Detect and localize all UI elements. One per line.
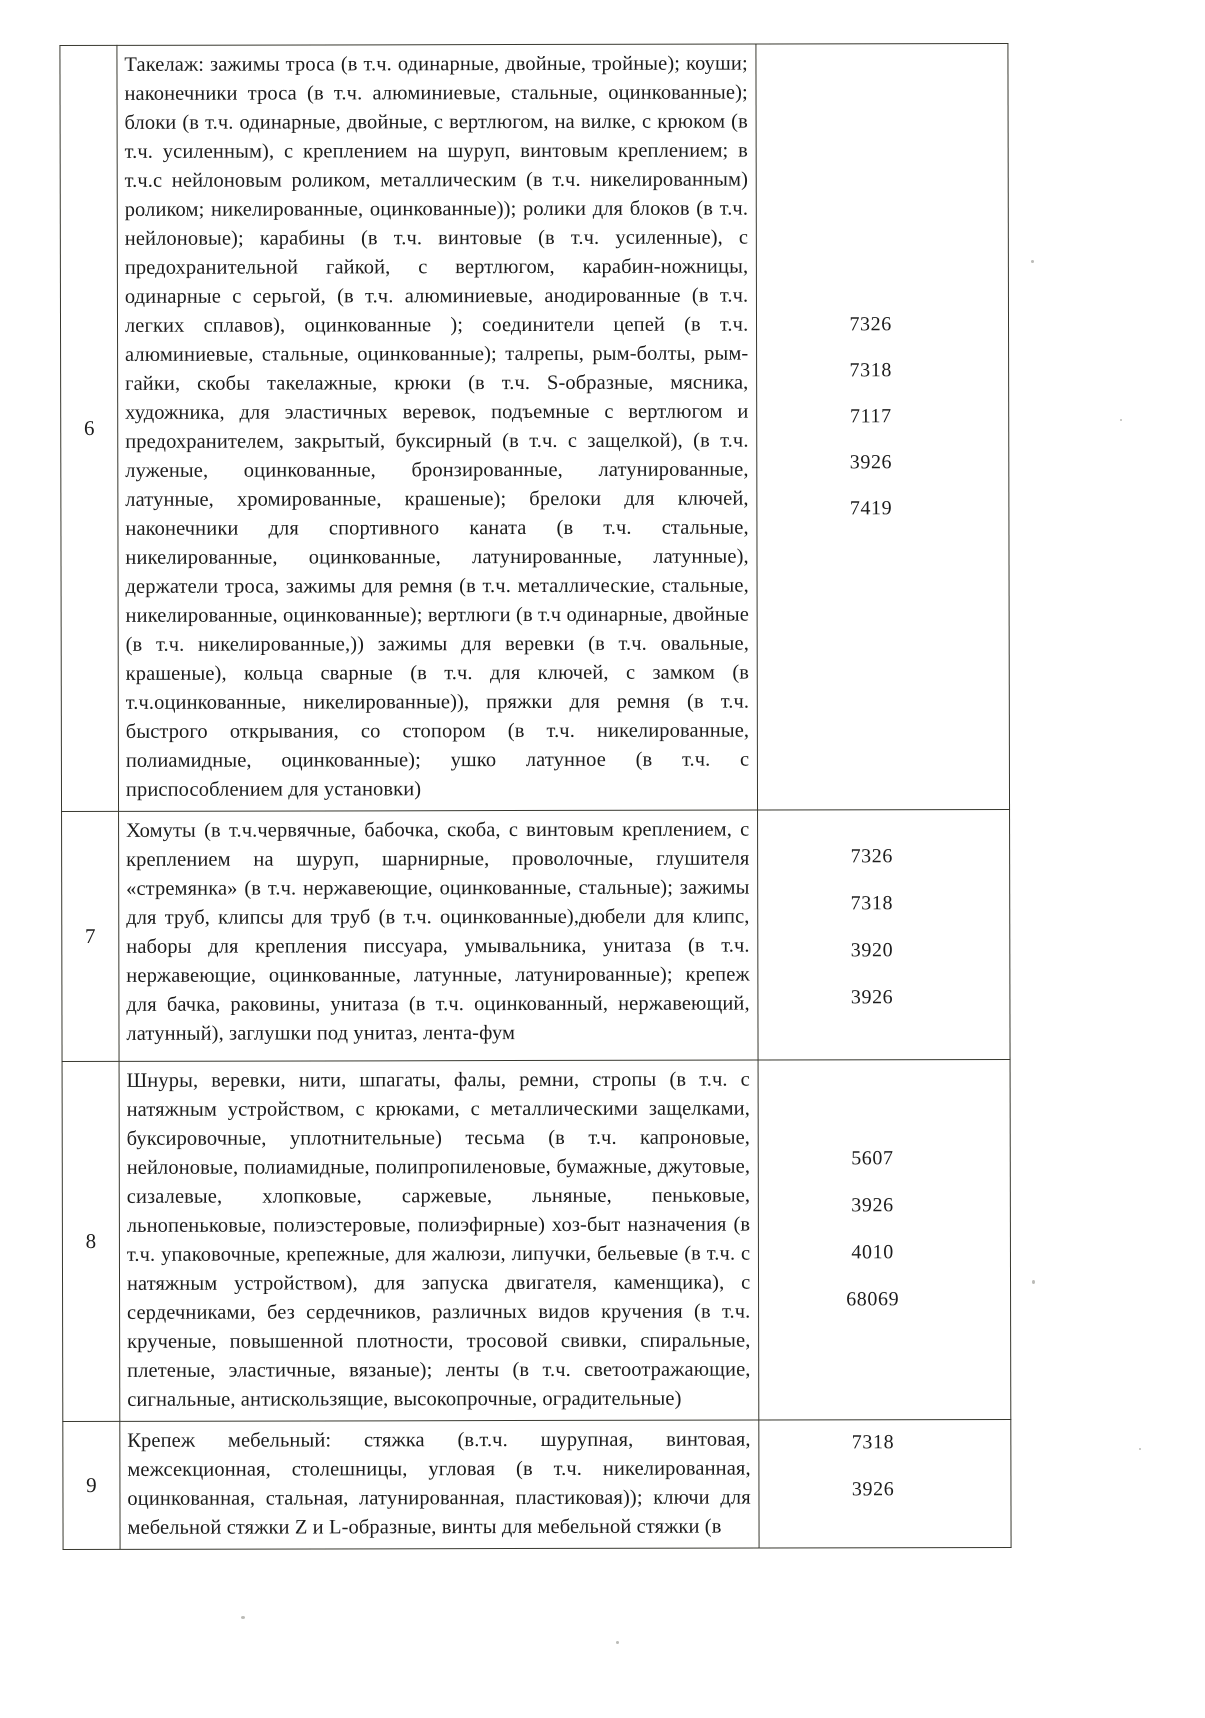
code-value: 3926 xyxy=(850,986,894,1009)
row-description-cell xyxy=(120,1420,760,1549)
row-codes-cell xyxy=(758,1060,1010,1421)
code-value: 7318 xyxy=(849,359,892,382)
row-codes-cell xyxy=(759,1420,1011,1549)
row-number: 6 xyxy=(83,415,95,440)
code-value: 7318 xyxy=(851,1431,895,1454)
scan-speck xyxy=(1120,419,1122,421)
row-description: Хомуты (в т.ч.червячные, бабочка, скоба, с винтовым креплением, с креплением на шуруп, шарнирные, проволочные, глушителя «стремянка» (в т.ч. нержавеющие, оцинкованные, стальные); зажимы для труб, клипсы для труб (в т.ч. оцинкованные),дюбели для клипс, наборы для крепления писсуара, умывальника, унитаза (в т.ч. нержавеющие, оцинкованные, латунные, латунированные); крепеж для бачка, раковины, унитаза (в т.ч. оцинкованный, нержавеющий, латунный), заглушки под унитаз, лента-фум xyxy=(125,818,750,1045)
scan-speck xyxy=(241,1616,245,1619)
scan-speck xyxy=(1139,1448,1141,1450)
row-codes-cell xyxy=(758,810,1010,1061)
codes-list xyxy=(748,1420,999,1500)
row-number-cell xyxy=(63,1421,120,1549)
row-description: Крепеж мебельный: стяжка (в.т.ч. шурупная, винтовая, межсекционная, столешницы, угловая (в т.ч. никелированная, оцинкованная, стальная, латунированная, пластиковая)); ключи для мебельной стяжки Z и L-образные, винты для мебельной стяжки (в xyxy=(127,1428,751,1539)
table-row xyxy=(60,44,1010,812)
code-value: 3920 xyxy=(850,939,894,962)
code-value: 7326 xyxy=(850,845,893,868)
row-description-cell xyxy=(117,44,758,811)
code-value: 7326 xyxy=(849,313,892,336)
scan-speck xyxy=(616,1641,619,1644)
code-value: 7318 xyxy=(850,892,894,915)
row-codes-cell xyxy=(756,44,1009,811)
goods-classification-table xyxy=(59,43,1011,1550)
row-number-cell xyxy=(62,811,119,1061)
row-description: Шнуры, веревки, нити, шпагаты, фалы, ремни, стропы (в т.ч. с натяжным устройством, с крюками, с металлическими защелками, буксировочные, уплотнительные) тесьма (в т.ч. капроновые, нейлоновые, полиамидные, полипропиленовые, бумажные, джутовые, сизалевые, хлопковые, саржевые, льняные, пеньковые, льнопеньковые, полиэстеровые, полиэфирные) хоз-быт назначения (в т.ч. упаковочные, крепежные, для жалюзи, липучки, бельевые (в т.ч. с натяжным устройством), для запуска двигателя, каменщика), с сердечниками, без сердечников, различных видов кручения (в т.ч. крученые, повышенной плотности, тросовой свивки, спиральные, плетеные, эластичные, вязаные); ленты (в т.ч. светоотражающие, сигнальные, антискользящие, высокопрочные, оградительные) xyxy=(126,1068,751,1411)
code-value: 7419 xyxy=(849,497,893,520)
code-value: 4010 xyxy=(851,1241,894,1264)
table-row xyxy=(62,1060,1011,1422)
code-value: 68069 xyxy=(846,1288,900,1311)
scan-speck xyxy=(1031,260,1034,263)
codes-list xyxy=(747,1060,998,1310)
row-description-cell xyxy=(118,810,758,1061)
codes-list xyxy=(745,44,997,519)
row-number-cell xyxy=(62,1061,120,1421)
code-value: 3926 xyxy=(851,1478,895,1501)
row-description-cell xyxy=(119,1060,759,1421)
row-number: 7 xyxy=(84,923,96,948)
codes-list xyxy=(746,810,997,1008)
table-row xyxy=(63,1420,1011,1550)
row-number-cell xyxy=(60,45,119,811)
row-number: 8 xyxy=(85,1228,97,1253)
code-value: 3926 xyxy=(849,451,893,474)
code-value: 3926 xyxy=(851,1194,894,1217)
scan-speck xyxy=(1032,1280,1035,1284)
code-value: 7117 xyxy=(849,405,892,428)
code-value: 5607 xyxy=(851,1147,894,1170)
row-number: 9 xyxy=(86,1472,97,1497)
row-description: Такелаж: зажимы троса (в т.ч. одинарные, двойные, тройные); коуши; наконечники троса (в т.ч. алюминиевые, стальные, оцинкованные); блоки (в т.ч. одинарные, двойные, с вертлюгом, на вилке, с крюком (в т.ч. усиленным), с креплением на шуруп, винтовым креплением; в т.ч.с нейлоновым роликом, металлическим (в т.ч. никелированным) роликом; никелированные, оцинкованные)); ролики для блоков (в т.ч. нейлоновые); карабины (в т.ч. винтовые (в т.ч. усиленные), с предохранительной гайкой, с вертлюгом, карабин-ножницы, одинарные с серьгой, (в т.ч. алюминиевые, анодированные (в т.ч. легких сплавов), оцинкованные ); соединители цепей (в т.ч. алюминиевые, стальные, оцинкованные); талрепы, рым-болты, рым-гайки, скобы такелажные, крюки (в т.ч. S-образные, мясника, художника, для эластичных веревок, подъемные с вертлюгом и предохранителем, закрытый, буксирный (в т.ч. с защелкой), (в т.ч. луженые, оцинкованные, бронзированные, латунированные, латунные, хромированные, крашеные); брелоки для ключей, наконечники для спортивного каната (в т.ч. стальные, никелированные, оцинкованные, латунированные, латунные), держатели троса, зажимы для ремня (в т.ч. металлические, стальные, никелированные, оцинкованные); вертлюги (в т.ч одинарные, двойные (в т.ч. никелированные,)) зажимы для веревки (в т.ч. овальные, крашеные), кольца сварные (в т.ч. для ключей, с замком (в т.ч.оцинкованные, никелированные)), пряжки для ремня (в т.ч. быстрого открывания, со стопором (в т.ч. никелированные, полиамидные, оцинкованные); ушко латунное (в т.ч. с приспособлением для установки) xyxy=(124,52,750,801)
table-row xyxy=(62,810,1011,1062)
